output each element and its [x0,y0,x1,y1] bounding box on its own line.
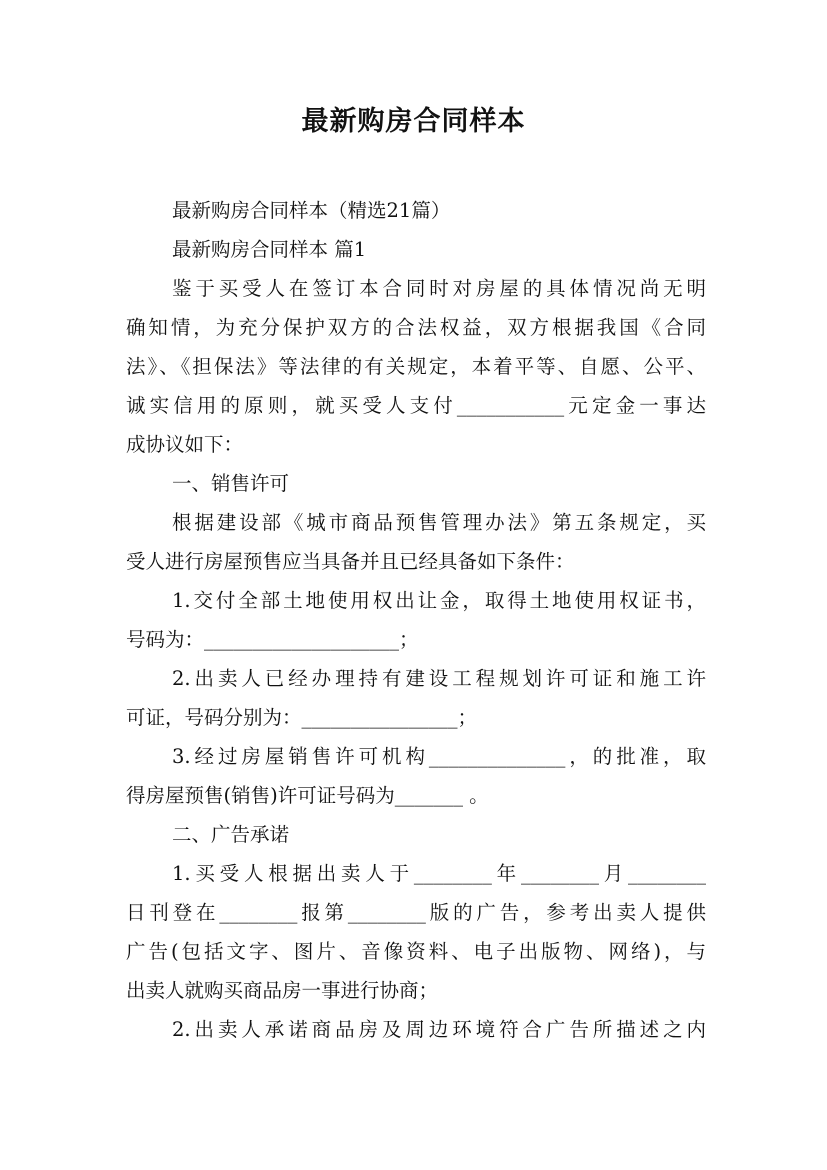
text-line: 出卖人就购买商品房一事进行协商； [126,979,439,1002]
text-line: 可证，号码分别为：________________； [126,706,478,729]
text-line: 受人进行房屋预售应当具备并且已经具备如下条件： [126,550,575,573]
text-line: 二、广告承诺 [172,823,290,846]
text-line: 广告(包括文字、图片、音像资料、电子出版物、网络)，与 [126,940,706,963]
text-line: 1.买受人根据出卖人于________年________月________ [172,862,706,885]
text-line: 法》、《担保法》等法律的有关规定，本着平等、自愿、公平、 [126,355,706,378]
document-body [126,191,706,1049]
text-line: 诚实信用的原则，就买受人支付___________元定金一事达 [126,394,706,417]
text-line: 最新购房合同样本（精选21篇） [172,199,451,222]
text-line: 确知情，为充分保护双方的合法权益，双方根据我国《合同 [126,316,706,339]
text-line: 日刊登在________报第________版的广告，参考出卖人提供 [126,901,706,924]
text-line: 2.出卖人已经办理持有建设工程规划许可证和施工许 [172,667,706,690]
text-line: 一、销售许可 [172,472,290,495]
text-line: 成协议如下： [126,433,244,456]
text-line: 最新购房合同样本 篇1 [172,238,367,261]
text-line: 2.出卖人承诺商品房及周边环境符合广告所描述之内 [172,1018,706,1041]
text-line: 号码为：____________________； [126,628,419,651]
text-line: 得房屋预售(销售)许可证号码为_______ 。 [126,784,489,807]
text-line: 鉴于买受人在签订本合同时对房屋的具体情况尚无明 [172,277,706,300]
text-line: 3.经过房屋销售许可机构______________，的批准，取 [172,745,706,768]
text-line: 根据建设部《城市商品预售管理办法》第五条规定，买 [172,511,706,534]
text-line: 1.交付全部土地使用权出让金，取得土地使用权证书， [172,589,706,612]
document-title: 最新购房合同样本 [301,106,526,137]
